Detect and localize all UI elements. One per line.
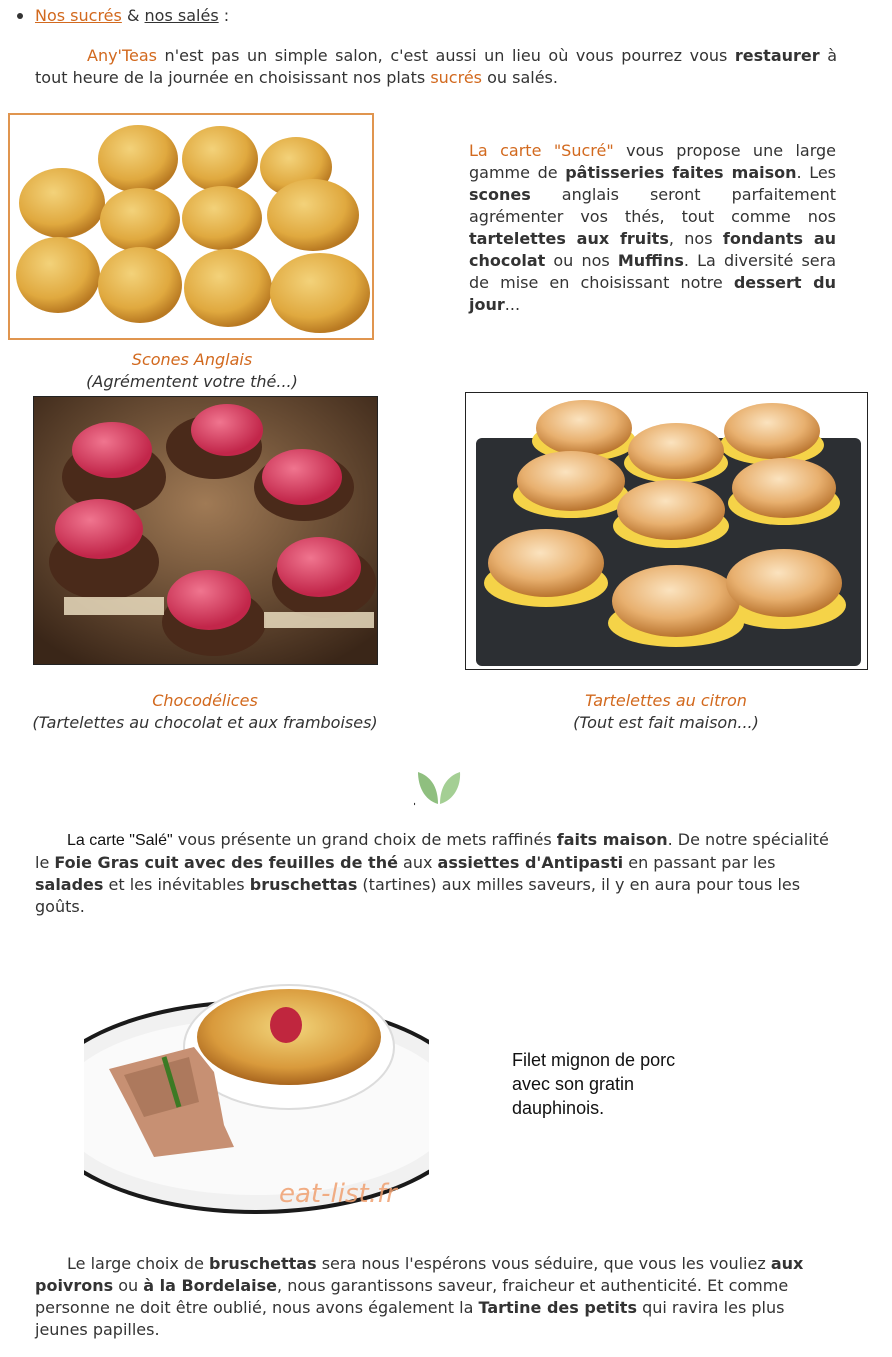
savory-bold: assiettes d'Antipasti [437,853,624,872]
watermark-text: eat-list.fr [279,1179,397,1209]
intro-bold: restaurer [734,46,820,65]
bruschetta-text: Le large choix de [67,1254,210,1273]
bruschetta-text: , nous garantissons saveur, fraicheur et authenticité. Et comme personne ne doit être oublié, nous avons également la [35,1276,789,1317]
sweet-bold: tartelettes aux fruits [469,229,669,248]
chocodelices-photo [33,396,378,665]
sweet-bold: scones [469,185,531,204]
scones-caption-title: Scones Anglais [131,350,253,369]
dish-caption-line: avec son gratin [512,1074,635,1094]
sweet-text: , nos [668,229,723,248]
dish-photo [84,957,429,1216]
chocodelices-caption-subtitle: (Tartelettes au chocolat et aux framboises) [32,713,378,732]
bruschetta-paragraph [35,1253,837,1341]
sweet-bold: pâtisseries faites maison [565,163,797,182]
intro-sweet: sucrés [430,68,482,87]
savory-text: aux [397,853,438,872]
intro-text: n'est pas un simple salon, c'est aussi un lieu où vous pourrez vous [157,46,735,65]
brand-name: Any'Teas [87,46,157,65]
savory-bold: bruschettas [249,875,358,894]
scones-photo [8,113,374,340]
bruschetta-text: ou [113,1276,144,1295]
savory-menu-link[interactable]: nos salés [144,6,219,25]
bruschetta-bold: bruschettas [209,1254,317,1273]
colon-text: : [223,6,230,25]
sweet-menu-paragraph [469,140,836,316]
intro-savory: salés [512,68,553,87]
intro-text: . [552,68,558,87]
sweet-bold: dessert du jour [469,273,836,314]
intro-paragraph [35,45,837,89]
savory-text: . De notre spécialité le [35,830,829,872]
savory-bold: salades [35,875,104,894]
sweet-text: . La diversité sera de mise en choisissant notre [469,251,837,292]
savory-bold: Foie Gras cuit avec des feuilles de thé [54,853,398,872]
lemon-tarts-caption-title: Tartelettes au citron [585,691,747,710]
dish-caption-line: dauphinois. [512,1098,605,1118]
bruschetta-bold: aux poivrons [35,1254,804,1295]
sweet-menu-link[interactable]: Nos sucrés [35,6,122,25]
leaf-icon [414,766,464,808]
lemon-tarts-caption [466,690,866,734]
sweet-text: ou nos [545,251,618,270]
intro-text: à tout heure de la journée en choisissant nos plats [35,46,838,87]
bruschetta-text: sera nous l'espérons vous séduire, que vous les vouliez [316,1254,771,1273]
intro-text: ou [482,68,513,87]
bullet-icon [17,13,23,19]
sweet-bold: Muffins [617,251,684,270]
scones-caption [0,349,384,393]
savory-text: (tartines) aux milles saveurs, il y en aura pour tous les goûts. [35,875,801,916]
savory-menu-paragraph [35,829,837,918]
chocodelices-caption-title: Chocodélices [152,691,258,710]
bruschetta-text: qui ravira les plus jeunes papilles. [35,1298,785,1339]
lemon-tarts-caption-subtitle: (Tout est fait maison...) [573,713,759,732]
amp-text: & [126,6,140,25]
sweet-text: vous propose une large gamme de [469,141,836,182]
dish-caption [512,1048,675,1120]
sweet-text: . Les [796,163,837,182]
menu-nav [35,5,229,27]
sweet-bold: fondants au chocolat [469,229,837,270]
bruschetta-bold: Tartine des petits [478,1298,637,1317]
sweet-text: ... [504,295,521,314]
scones-caption-subtitle: (Agrémentent votre thé...) [86,372,298,391]
dish-caption-line: Filet mignon de porc [512,1050,676,1070]
sweet-menu-title: La carte "Sucré" [469,141,614,160]
savory-text: vous présente un grand choix de mets raffinés [172,830,557,849]
sweet-text: anglais seront parfaitement agrémenter vos thés, tout comme nos [469,185,836,226]
bruschetta-bold: à la Bordelaise [143,1276,278,1295]
savory-menu-title: La carte "Salé" [67,832,173,849]
lemon-tarts-photo [465,392,868,670]
savory-bold: faits maison [556,830,668,849]
savory-text: en passant par les [623,853,776,872]
savory-text: et les inévitables [103,875,250,894]
chocodelices-caption [0,690,410,734]
